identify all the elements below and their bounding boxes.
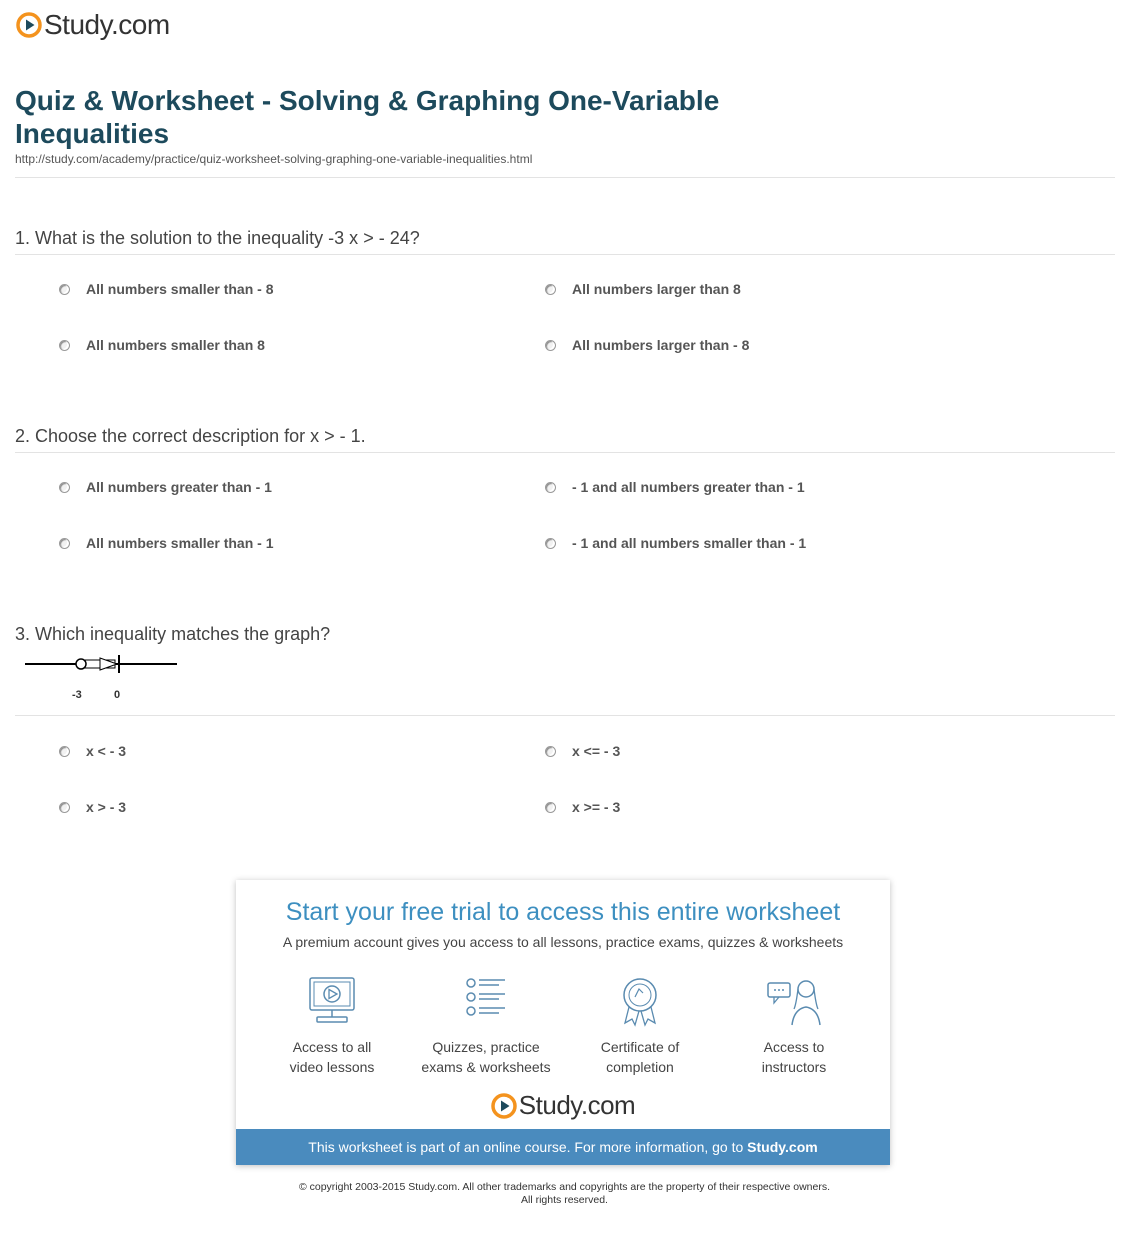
feature-label: instructors [761, 1059, 827, 1075]
q3-choice-a[interactable] [59, 743, 126, 759]
study-logo[interactable] [16, 9, 170, 41]
logo-wordmark: Study.com [44, 9, 170, 40]
q3-choice-d[interactable] [545, 799, 620, 815]
divider [15, 715, 1115, 716]
radio-button[interactable] [59, 340, 70, 351]
feature-quizzes [411, 975, 561, 1077]
choice-label: All numbers larger than 8 [572, 281, 741, 297]
feature-label: Quizzes, practice [432, 1039, 540, 1055]
quiz-list-icon [461, 975, 511, 1027]
promo-title: Start your free trial to access this entire worksheet [285, 898, 841, 926]
choice-label: - 1 and all numbers smaller than - 1 [572, 535, 807, 551]
feature-instructors [719, 975, 869, 1077]
q2-choice-b[interactable] [545, 479, 805, 495]
instructor-icon [764, 975, 824, 1027]
promo-subtitle: A premium account gives you access to all lessons, practice exams, quizzes & worksheets [282, 934, 844, 950]
choice-label: - 1 and all numbers greater than - 1 [572, 479, 805, 495]
feature-certificate [565, 975, 715, 1077]
course-info-bar [236, 1129, 890, 1165]
choice-label: All numbers smaller than 8 [86, 337, 265, 353]
radio-button[interactable] [59, 802, 70, 813]
radio-button[interactable] [545, 284, 556, 295]
radio-button[interactable] [545, 746, 556, 757]
radio-button[interactable] [545, 340, 556, 351]
radio-button[interactable] [59, 538, 70, 549]
divider [15, 177, 1115, 178]
copyright [0, 1181, 1129, 1207]
radio-button[interactable] [59, 746, 70, 757]
radio-button[interactable] [59, 284, 70, 295]
q1-choice-b[interactable] [545, 281, 741, 297]
question-3: 3. Which inequality matches the graph? [15, 624, 331, 644]
logo-wordmark: Study.com [518, 1090, 636, 1120]
question-2: 2. Choose the correct description for x > - 1. [15, 426, 366, 446]
feature-video-lessons [257, 975, 407, 1077]
number-line-label: -3 [72, 689, 82, 701]
feature-label: exams & worksheets [421, 1059, 551, 1075]
choice-label: All numbers smaller than - 8 [86, 281, 274, 297]
q2-choice-c[interactable] [59, 535, 274, 551]
choice-label: x >= - 3 [572, 799, 621, 815]
page-url: http://study.com/academy/practice/quiz-worksheet-solving-graphing-one-variable-inequalities.html [15, 152, 533, 166]
feature-label: completion [606, 1059, 674, 1075]
choice-label: All numbers greater than - 1 [86, 479, 272, 495]
choice-label: x > - 3 [86, 799, 127, 815]
choice-label: x < - 3 [86, 743, 127, 759]
q2-choice-d[interactable] [545, 535, 806, 551]
q2-choice-a[interactable] [59, 479, 272, 495]
feature-label: Access to all [292, 1039, 372, 1055]
number-line-label: 0 [114, 689, 121, 701]
feature-label: Certificate of [600, 1039, 680, 1055]
radio-button[interactable] [545, 538, 556, 549]
choice-label: x <= - 3 [572, 743, 621, 759]
copyright-line: © copyright 2003-2015 Study.com. All other trademarks and copyrights are the property of their respective owners. [298, 1181, 831, 1193]
play-logo-icon [16, 12, 42, 38]
q1-choice-d[interactable] [545, 337, 749, 353]
radio-button[interactable] [545, 482, 556, 493]
radio-button[interactable] [59, 482, 70, 493]
divider [15, 452, 1115, 453]
copyright-line: All rights reserved. [521, 1194, 608, 1206]
feature-label: Access to [763, 1039, 825, 1055]
q1-choice-c[interactable] [59, 337, 265, 353]
divider [15, 254, 1115, 255]
question-1: 1. What is the solution to the inequality -3 x > - 24? [15, 228, 420, 248]
play-logo-icon [491, 1093, 517, 1119]
bar-text: This worksheet is part of an online course. For more information, go to [308, 1139, 748, 1155]
number-line-graph [25, 652, 185, 702]
page-title: Quiz & Worksheet - Solving & Graphing One-Variable Inequalities [15, 85, 720, 149]
study-link[interactable]: Study.com [747, 1139, 818, 1155]
choice-label: All numbers smaller than - 1 [86, 535, 274, 551]
q3-choice-b[interactable] [545, 743, 620, 759]
choice-label: All numbers larger than - 8 [572, 337, 750, 353]
certificate-icon [615, 975, 665, 1027]
promo-study-logo[interactable] [236, 1090, 890, 1121]
free-trial-promo [236, 880, 890, 1165]
feature-label: video lessons [289, 1059, 375, 1075]
q3-choice-c[interactable] [59, 799, 126, 815]
radio-button[interactable] [545, 802, 556, 813]
video-lesson-icon [307, 975, 357, 1027]
q1-choice-a[interactable] [59, 281, 274, 297]
